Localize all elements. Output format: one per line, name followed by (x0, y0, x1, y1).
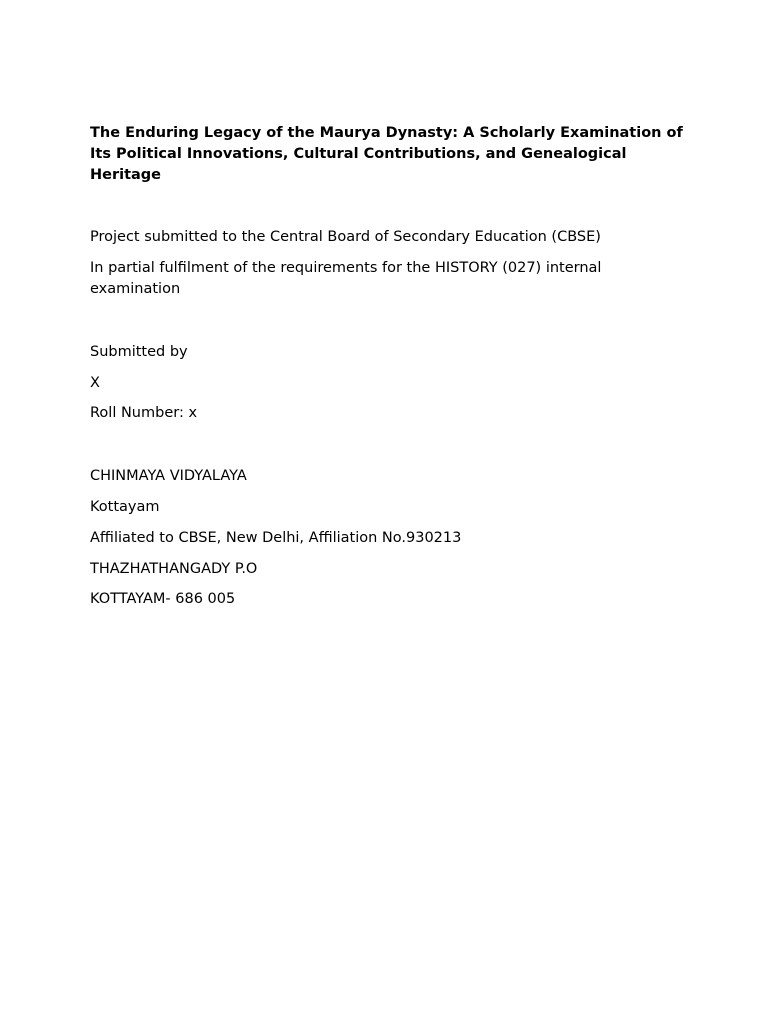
school-post-office: THAZHATHANGADY P.O (90, 560, 258, 577)
school-name: CHINMAYA VIDYALAYA (90, 468, 247, 485)
document-title: The Enduring Legacy of the Maurya Dynasty: A Scholarly Examination of Its Political Innovations, Cultural Contributions, and Genealogical Heritage (90, 125, 683, 183)
submitter-name: X (90, 374, 100, 391)
school-pincode: KOTTAYAM- 686 005 (90, 591, 236, 608)
school-city: Kottayam (90, 498, 160, 515)
fulfilment-statement: In partial fulfilment of the requirements for the HISTORY (027) internal examination (90, 260, 602, 297)
roll-number: Roll Number: x (90, 405, 198, 422)
page-content (90, 123, 690, 610)
school-affiliation: Affiliated to CBSE, New Delhi, Affiliation No.930213 (90, 529, 462, 546)
submission-statement: Project submitted to the Central Board of Secondary Education (CBSE) (90, 229, 601, 246)
submitted-by-label: Submitted by (90, 343, 188, 360)
